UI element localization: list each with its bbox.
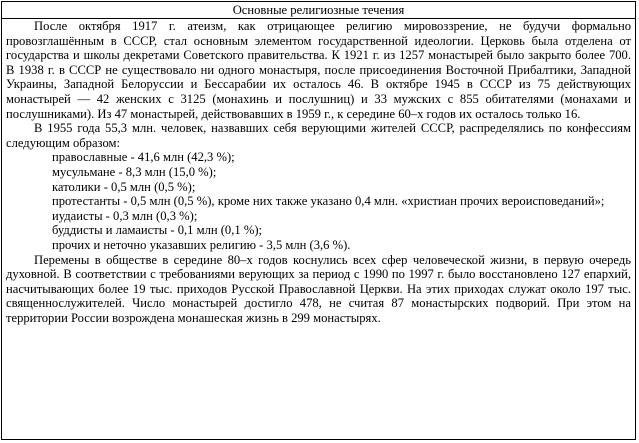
list-item-other: прочих и неточно указавших религию - 3,5 млн (3,6 %). [52, 237, 351, 252]
list-item-orthodox: православные - 41,6 млн (42,3 %); [52, 150, 235, 165]
list-item-catholics: католики - 0,5 млн (0,5 %); [52, 179, 196, 194]
table-content [2, 19, 635, 325]
list-item-buddhists: буддисты и ламаисты - 0,1 млн (0,1 %); [52, 223, 263, 238]
paragraph-changes: Перемены в обществе в середине 80–х годов коснулись всех сфер человеческой жизни, в первую очередь духовной. В соответствии с требованиями верующих за период с 1990 по 1997 г. было восстановлено 127 епархий, насчитывающих более 19 тыс. приходов Русской Православной Церкви. На этих приходах служат около 197 тыс. священнослужителей. Число монастырей достигло 478, не считая 87 монастырских подворий. При этом на территории России возрождена монашеская жизнь в 299 монастырях. [6, 252, 631, 325]
list-item-judaists: иудаисты - 0,3 млн (0,3 %); [52, 208, 198, 223]
list-item-protestants: протестанты - 0,5 млн (0,5 %), кроме них также указано 0,4 млн. «христиан прочих вероисповеданий»; [52, 194, 605, 209]
paragraph-atheism: После октября 1917 г. атеизм, как отрицающее религию мировоззрение, не будучи формально провозглашённым в СССР, стал основным элементом государственной идеологии. Церковь была отделена от государства и школы декретами Советского правительства. К 1921 г. из 1257 монастырей было закрыто более 700. В 1938 г. в СССР не существовало ни одного монастыря, после присоединения Восточной Прибалтики, Западной Украины, Западной Белоруссии и Бессарабии их осталось 46. В октябре 1945 в СССР из 75 действующих монастырей — 42 женских с 3125 (монахинь и послушниц) и 33 мужских с 855 обитателями (монахами и послушниками). Из 47 монастырей, действовавших в 1959 г., к середине 60–х годов их осталось только 16. [6, 19, 631, 121]
list-item-muslims: мусульмане - 8,3 млн (15,0 %); [52, 164, 217, 179]
paragraph-1955: В 1955 года 55,3 млн. человек, назвавших себя верующими жителей СССР, распределялись по конфессиям следующим образом: [6, 121, 631, 150]
table-header: Основные религиозные течения [2, 2, 635, 19]
religion-table [1, 1, 636, 440]
